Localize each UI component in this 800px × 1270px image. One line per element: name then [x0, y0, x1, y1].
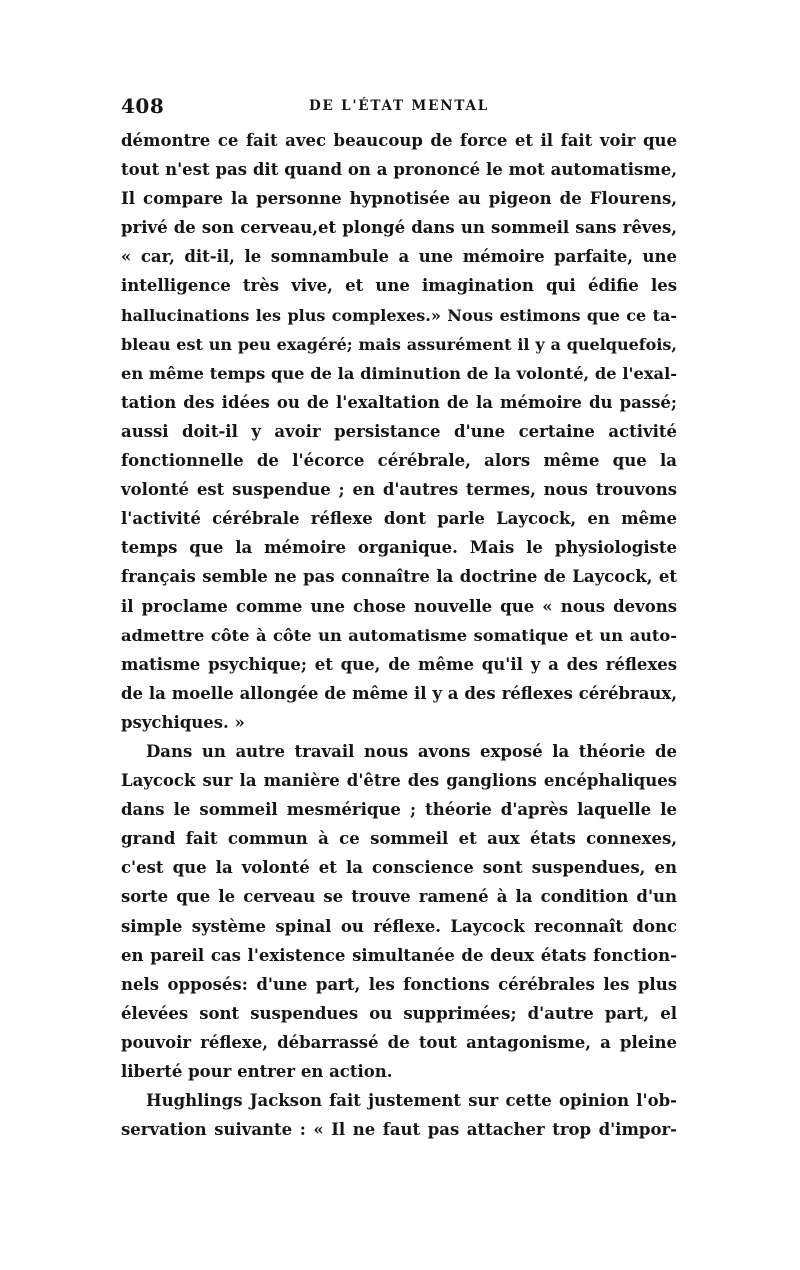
- text-line: en même temps que de la diminution de la volonté, de l'exal-: [121, 363, 677, 383]
- text-line: « car, dit-il, le somnambule a une mémoire parfaite, une: [121, 247, 677, 267]
- text-line: bleau est un peu exagéré; mais assurément il y a quelquefois,: [121, 334, 677, 354]
- text-line: psychiques. »: [121, 712, 245, 732]
- running-header: [121, 92, 677, 120]
- text-line: fonctionnelle de l'écorce cérébrale, alors même que la: [121, 451, 677, 471]
- body-text: [121, 126, 677, 1144]
- text-line: dans le sommeil mesmérique ; théorie d'après laquelle le: [121, 800, 677, 820]
- text-line: tout n'est pas dit quand on a prononcé le mot automatisme,: [121, 160, 677, 180]
- text-line: Il compare la personne hypnotisée au pigeon de Flourens,: [121, 189, 677, 209]
- paragraph-first-line: Dans un autre travail nous avons exposé la théorie de: [146, 741, 677, 761]
- text-line: intelligence très vive, et une imagination qui édifie les: [121, 276, 677, 296]
- text-line: nels opposés: d'une part, les fonctions cérébrales les plus: [121, 974, 677, 994]
- text-line: privé de son cerveau,et plongé dans un sommeil sans rêves,: [121, 218, 677, 238]
- text-line: démontre ce fait avec beaucoup de force et il fait voir que: [121, 131, 677, 150]
- text-line: liberté pour entrer en action.: [121, 1062, 393, 1081]
- text-line: il proclame comme une chose nouvelle que « nous devons: [121, 596, 677, 616]
- text-line: matisme psychique; et que, de même qu'il y a des réflexes: [121, 654, 677, 674]
- page-number: 408: [121, 94, 165, 118]
- text-line: de la moelle allongée de même il y a des réflexes cérébraux,: [121, 683, 677, 703]
- text-line: en pareil cas l'existence simultanée de deux états fonction-: [121, 945, 677, 965]
- text-line: c'est que la volonté et la conscience sont suspendues, en: [121, 858, 677, 878]
- text-line: volonté est suspendue ; en d'autres termes, nous trouvons: [121, 480, 677, 500]
- text-line: aussi doit-il y avoir persistance d'une certaine activité: [121, 421, 677, 441]
- text-line: Laycock sur la manière d'être des ganglions encéphaliques: [121, 771, 677, 791]
- text-line: temps que la mémoire organique. Mais le physiologiste: [121, 538, 677, 558]
- running-title: DE L'ÉTAT MENTAL: [308, 98, 490, 114]
- text-line: élevées sont suspendues ou supprimées; d'autre part, el: [121, 1003, 677, 1023]
- text-line: grand fait commun à ce sommeil et aux états connexes,: [121, 829, 677, 849]
- text-line: pouvoir réflexe, débarrassé de tout antagonisme, a pleine: [121, 1032, 677, 1052]
- text-line: français semble ne pas connaître la doctrine de Laycock, et: [121, 567, 677, 587]
- text-line: sorte que le cerveau se trouve ramené à la condition d'un: [121, 887, 677, 907]
- text-line: servation suivante : « Il ne faut pas attacher trop d'impor-: [121, 1120, 677, 1140]
- text-line: tation des idées ou de l'exaltation de la mémoire du passé;: [121, 392, 677, 412]
- text-line: l'activité cérébrale réflexe dont parle Laycock, en même: [121, 509, 677, 529]
- text-line: hallucinations les plus complexes.» Nous estimons que ce ta-: [121, 305, 677, 325]
- text-line: admettre côte à côte un automatisme somatique et un auto-: [121, 625, 677, 645]
- text-line: simple système spinal ou réflexe. Laycock reconnaît donc: [121, 916, 677, 936]
- paragraph-first-line: Hughlings Jackson fait justement sur cette opinion l'ob-: [146, 1091, 677, 1111]
